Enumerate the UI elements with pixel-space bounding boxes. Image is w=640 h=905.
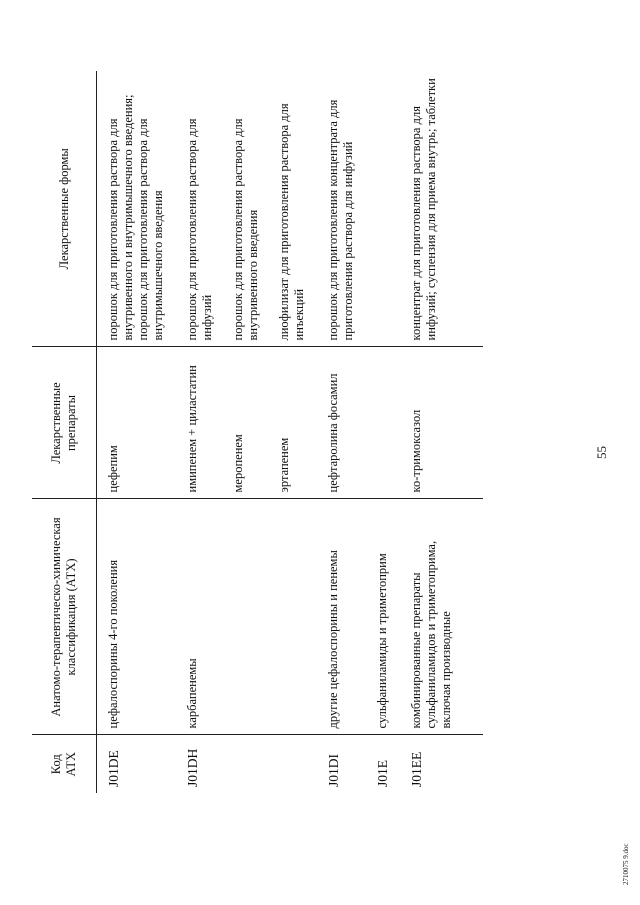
table-row: [317, 71, 366, 793]
header-code: Код АТХ: [32, 735, 97, 793]
dosage-form: порошок для приготовления раствора для инфузий: [185, 118, 214, 341]
table-row: [400, 71, 464, 793]
cell-drugs: [97, 347, 177, 499]
table-row: [176, 71, 317, 793]
header-drugs: Лекарственные препараты: [32, 347, 97, 499]
drug-name: меропенем: [231, 434, 245, 493]
dosage-form: концентрат для приготовления раствора для инфузий; суспензия для приема внутрь; таблетки: [409, 78, 438, 341]
cell-code: J01DI: [326, 754, 341, 787]
cell-forms: [400, 71, 464, 347]
drug-name: имипенем + циластатин: [185, 365, 199, 493]
table-row: [97, 71, 177, 793]
header-forms: Лекарственные формы: [32, 71, 97, 347]
cell-drugs: [176, 347, 317, 499]
drug-name: эртапенем: [277, 437, 291, 493]
atc-drug-table: [32, 71, 483, 793]
cell-drugs: [400, 347, 464, 499]
cell-code: J01E: [375, 760, 390, 787]
header-classification: Анатомо-терапевтическо-химическая классификация (АТХ): [32, 499, 97, 735]
cell-drugs: [317, 347, 366, 499]
cell-code: J01DE: [106, 750, 121, 787]
cell-forms: [366, 71, 400, 347]
drug-name: цефепим: [106, 445, 120, 493]
cell-code: J01DH: [185, 748, 200, 787]
cell-forms: [317, 71, 366, 347]
dosage-form: порошок для приготовления концентрата для приготовления раствора для инфузий: [326, 99, 355, 341]
dosage-form: порошок для приготовления раствора для внутривенного и внутримышечного введения; порошок для приготовления раствора для внутримышечного введения: [106, 94, 165, 341]
cell-classification: сульфаниламиды и триметоприм: [366, 499, 400, 735]
cell-forms: [176, 71, 317, 347]
drug-name: ко-тримоксазол: [409, 409, 423, 493]
table-row: [366, 71, 400, 793]
cell-classification: другие цефалоспорины и пенемы: [317, 499, 366, 735]
dosage-form: лиофилизат для приготовления раствора для инъекций: [277, 103, 306, 341]
page-number: 55: [594, 446, 609, 459]
cell-forms: [97, 71, 177, 347]
cell-classification: цефалоспорины 4-го поколения: [97, 499, 177, 735]
cell-classification: карбапенемы: [176, 499, 317, 735]
cell-code: J01EE: [409, 751, 424, 787]
dosage-form: порошок для приготовления раствора для внутривенного введения: [231, 118, 260, 341]
document-id: 2710075 9.doc: [622, 843, 630, 885]
table-header-row: [32, 71, 97, 793]
drug-name: цефтаролина фосамил: [326, 373, 340, 493]
cell-classification: комбинированные препараты сульфаниламидов и триметоприма, включая производные: [400, 499, 464, 735]
cell-drugs: [366, 347, 400, 499]
